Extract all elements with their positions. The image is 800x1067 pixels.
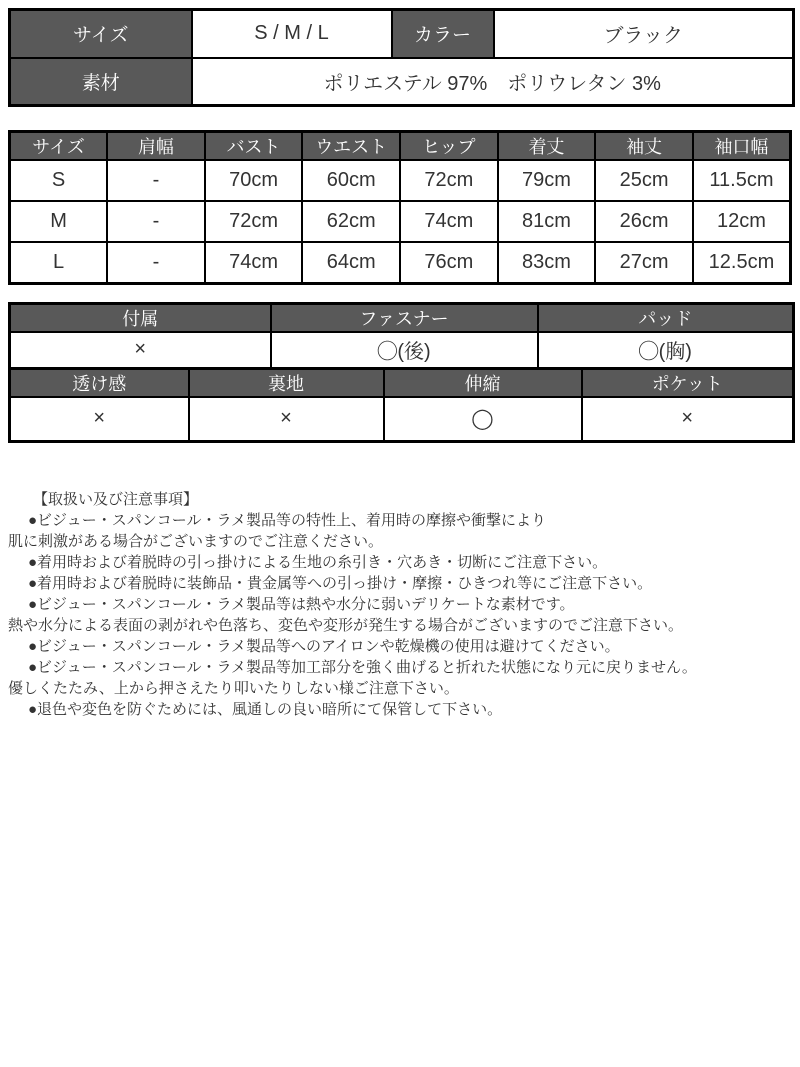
col-header-length: 着丈: [498, 132, 596, 161]
cell-bust: 74cm: [205, 242, 303, 283]
cell-hip: 72cm: [400, 160, 498, 201]
care-note-line: 肌に刺激がある場合がございますのでご注意ください。: [8, 532, 384, 550]
cell-sleeve: 27cm: [595, 242, 693, 283]
measurement-row-l: [10, 242, 791, 283]
cell-shoulder: -: [107, 201, 205, 242]
care-note-line: 優しくたたみ、上から押さえたり叩いたりしない様ご注意下さい。: [8, 679, 459, 697]
row-size: M: [10, 201, 108, 242]
features2-header-row: [10, 369, 794, 398]
pocket-value: ×: [582, 397, 794, 441]
row-size: S: [10, 160, 108, 201]
features2-value-row: [10, 397, 794, 441]
cell-length: 83cm: [498, 242, 596, 283]
stretch-label: 伸縮: [384, 369, 582, 398]
cell-waist: 60cm: [302, 160, 400, 201]
fastener-value: ◯(後): [271, 332, 538, 369]
cell-sleeve: 26cm: [595, 201, 693, 242]
features1-header-row: [10, 303, 794, 332]
cell-cuff: 12.5cm: [693, 242, 791, 283]
sheerness-value: ×: [10, 397, 189, 441]
col-header-size: サイズ: [10, 132, 108, 161]
cell-bust: 70cm: [205, 160, 303, 201]
care-note-line: ●退色や変色を防ぐためには、風通しの良い暗所にて保管して下さい。: [28, 700, 503, 718]
features-table-1: [8, 302, 795, 371]
cell-length: 81cm: [498, 201, 596, 242]
pocket-label: ポケット: [582, 369, 794, 398]
cell-length: 79cm: [498, 160, 596, 201]
care-notes-title: 【取扱い及び注意事項】: [33, 490, 199, 508]
col-header-waist: ウエスト: [302, 132, 400, 161]
cell-shoulder: -: [107, 160, 205, 201]
features-table-2: [8, 367, 795, 443]
cell-waist: 64cm: [302, 242, 400, 283]
features1-value-row: [10, 332, 794, 369]
accessory-label: 付属: [10, 303, 271, 332]
measurement-row-m: [10, 201, 791, 242]
care-note-line: 熱や水分による表面の剥がれや色落ち、変色や変形が発生する場合がございますのでご注意下さい。: [8, 616, 684, 634]
cell-hip: 74cm: [400, 201, 498, 242]
sheerness-label: 透け感: [10, 369, 189, 398]
care-note-line: ●ビジュー・スパンコール・ラメ製品等は熱や水分に弱いデリケートな素材です。: [28, 595, 575, 613]
cell-bust: 72cm: [205, 201, 303, 242]
size-label: サイズ: [10, 10, 192, 58]
color-value: ブラック: [494, 10, 794, 58]
info-row-size-color: [10, 10, 794, 58]
cell-cuff: 11.5cm: [693, 160, 791, 201]
measurement-row-s: [10, 160, 791, 201]
row-size: L: [10, 242, 108, 283]
fastener-label: ファスナー: [271, 303, 538, 332]
care-note-line: ●ビジュー・スパンコール・ラメ製品等へのアイロンや乾燥機の使用は避けてください。: [28, 637, 620, 655]
col-header-shoulder: 肩幅: [107, 132, 205, 161]
col-header-cuff: 袖口幅: [693, 132, 791, 161]
material-label: 素材: [10, 58, 192, 106]
pad-label: パッド: [538, 303, 794, 332]
cell-shoulder: -: [107, 242, 205, 283]
care-note-line: ●ビジュー・スパンコール・ラメ製品等の特性上、着用時の摩擦や衝撃により: [28, 511, 547, 529]
cell-hip: 76cm: [400, 242, 498, 283]
info-row-material: [10, 58, 794, 106]
cell-waist: 62cm: [302, 201, 400, 242]
cell-sleeve: 25cm: [595, 160, 693, 201]
stretch-value: ◯: [384, 397, 582, 441]
pad-value: ◯(胸): [538, 332, 794, 369]
lining-value: ×: [189, 397, 384, 441]
accessory-value: ×: [10, 332, 271, 369]
care-notes: [8, 489, 792, 720]
material-value: ポリエステル 97% ポリウレタン 3%: [192, 58, 794, 106]
care-note-line: ●ビジュー・スパンコール・ラメ製品等加工部分を強く曲げると折れた状態になり元に戻りません。: [28, 658, 697, 676]
care-note-line: ●着用時および着脱時の引っ掛けによる生地の糸引き・穴あき・切断にご注意下さい。: [28, 553, 608, 571]
color-label: カラー: [392, 10, 494, 58]
size-value: S / M / L: [192, 10, 392, 58]
measurement-header-row: [10, 132, 791, 161]
col-header-sleeve: 袖丈: [595, 132, 693, 161]
lining-label: 裏地: [189, 369, 384, 398]
measurement-table: [8, 130, 792, 285]
cell-cuff: 12cm: [693, 201, 791, 242]
info-table: [8, 8, 795, 107]
care-note-line: ●着用時および着脱時に装飾品・貴金属等への引っ掛け・摩擦・ひきつれ等にご注意下さい。: [28, 574, 653, 592]
col-header-bust: バスト: [205, 132, 303, 161]
col-header-hip: ヒップ: [400, 132, 498, 161]
